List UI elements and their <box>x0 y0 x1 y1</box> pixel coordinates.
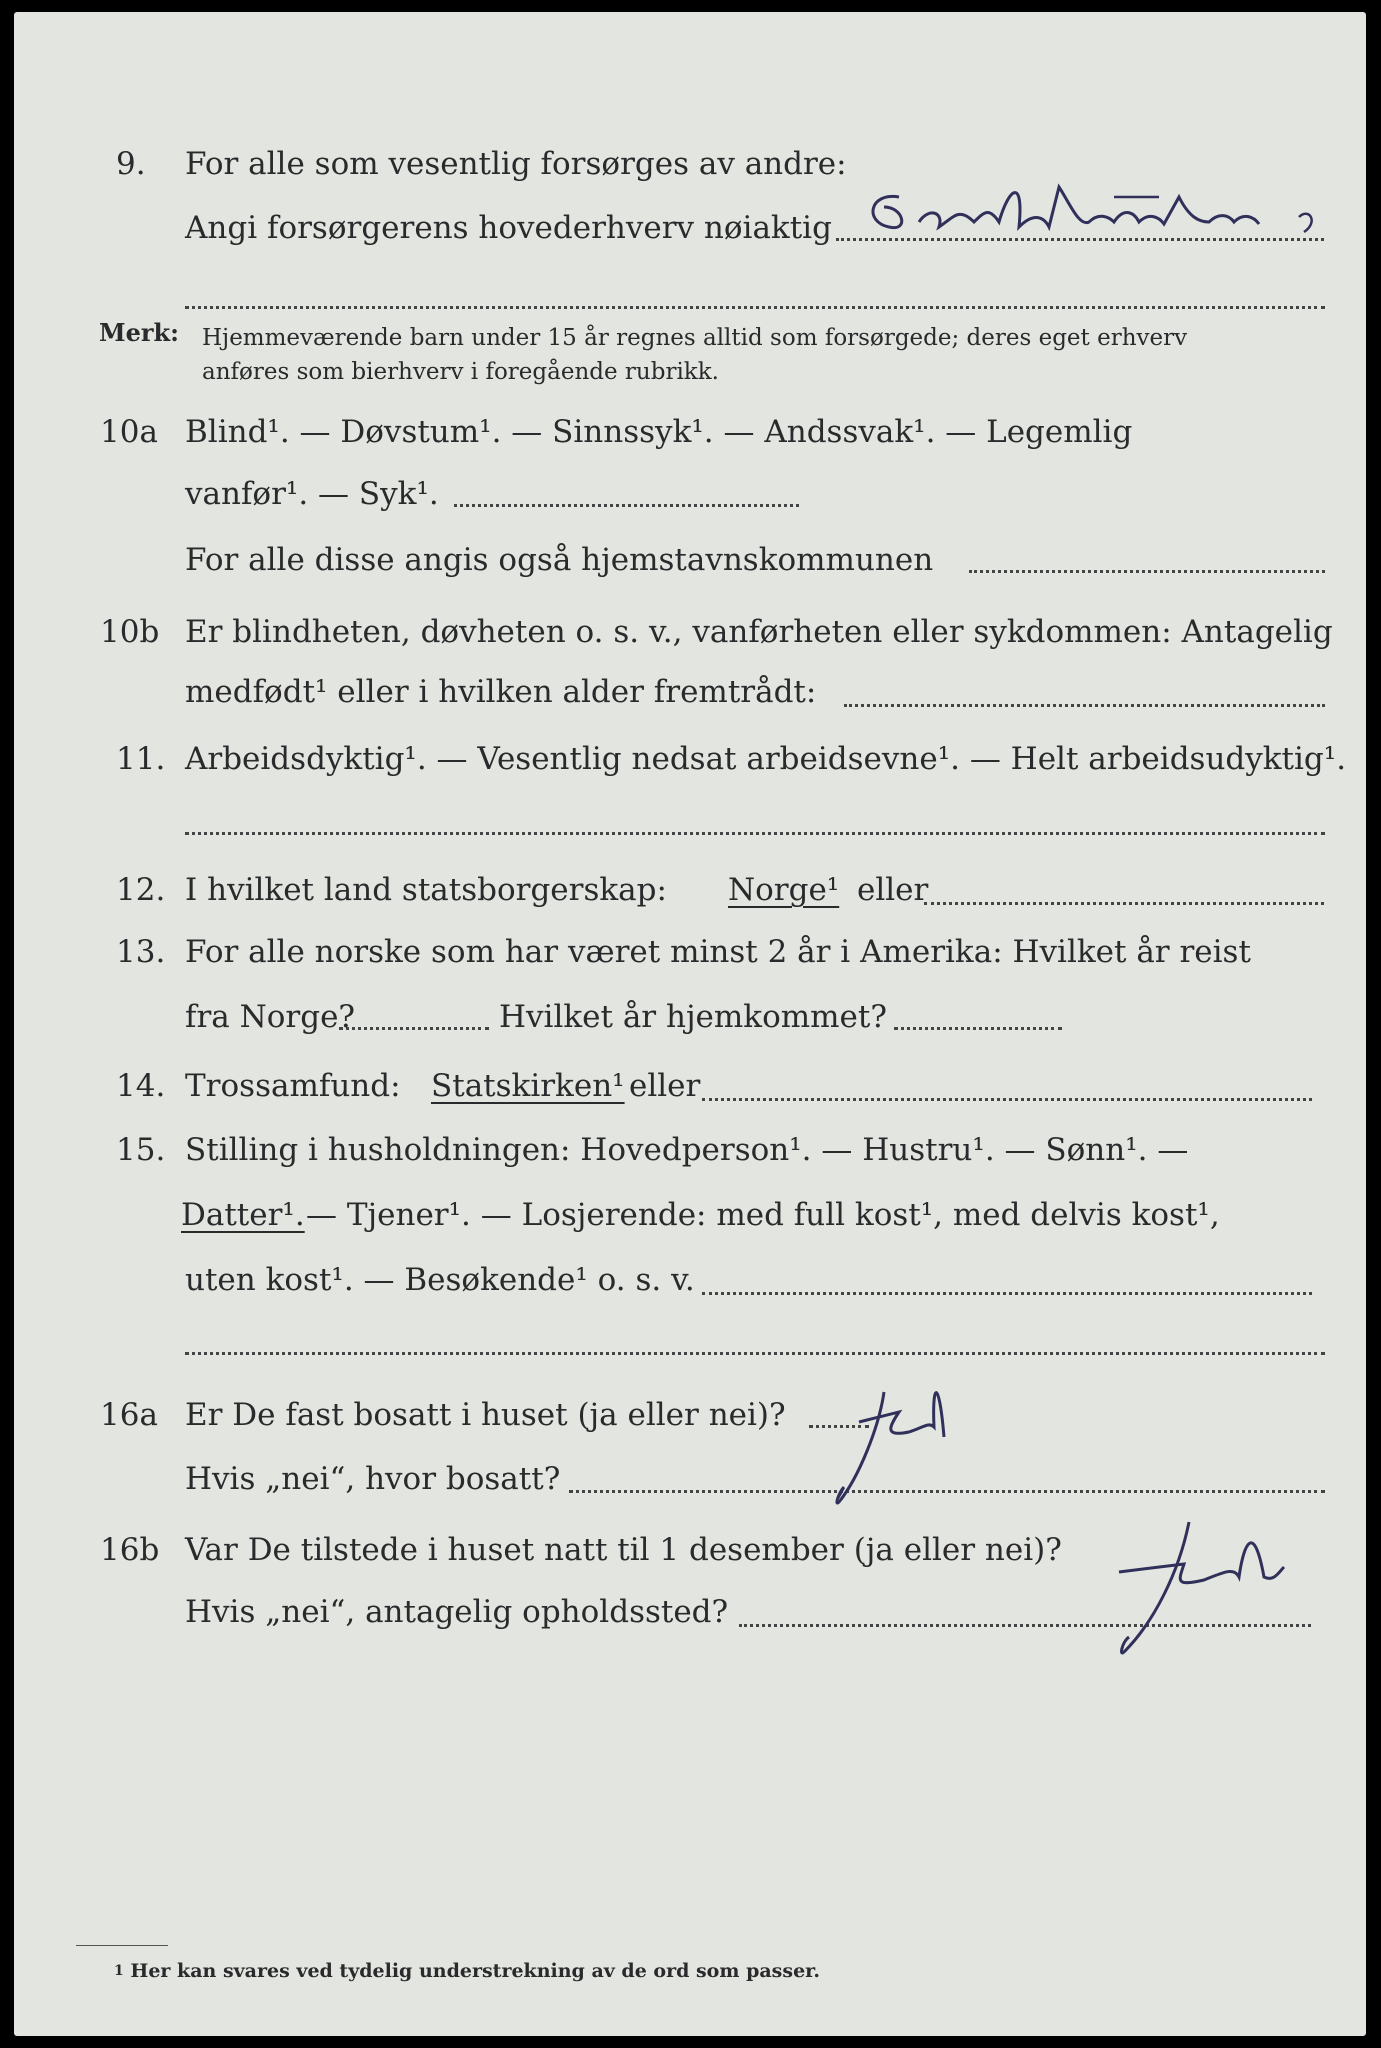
q13-line2a: fra Norge? <box>185 999 356 1035</box>
q12-dots <box>924 902 1324 905</box>
q15-dots1 <box>702 1292 1312 1295</box>
census-form-page <box>14 12 1366 2036</box>
q10a-line3: For alle disse angis også hjemstavnskommunen <box>185 542 934 578</box>
q15-line1: Stilling i husholdningen: Hovedperson¹. — Hustru¹. — Sønn¹. — <box>185 1132 1189 1168</box>
q11-number: 11. <box>116 741 166 777</box>
q15-number: 15. <box>116 1132 166 1168</box>
q10b-dots <box>844 704 1325 707</box>
q14-number: 14. <box>116 1068 166 1104</box>
q13-dots1 <box>339 1027 489 1030</box>
q15-line3: uten kost¹. — Besøkende¹ o. s. v. <box>185 1262 695 1298</box>
q16a-line1: Er De fast bosatt i huset (ja eller nei)? <box>185 1397 786 1433</box>
q9-number: 9. <box>116 146 146 182</box>
footnote-text: Her kan svares ved tydelig understrekning av de ord som passer. <box>130 1960 821 1982</box>
q15-dots2 <box>185 1352 1325 1355</box>
q11-dots <box>185 832 1325 835</box>
q13-line1: For alle norske som har været minst 2 år i Amerika: Hvilket år reist <box>185 934 1251 970</box>
q12-number: 12. <box>116 872 166 908</box>
q13-dots2 <box>894 1027 1062 1030</box>
q9-line1: For alle som vesentlig forsørges av andre: <box>185 146 847 182</box>
q10a-dots2 <box>969 570 1325 573</box>
q16a-handwritten-ja <box>814 1377 994 1517</box>
q11-line1: Arbeidsdyktig¹. — Vesentlig nedsat arbeidsevne¹. — Helt arbeidsudyktig¹. <box>185 741 1347 777</box>
q16a-line2: Hvis „nei“, hvor bosatt? <box>185 1461 561 1497</box>
q10a-line1: Blind¹. — Døvstum¹. — Sinnssyk¹. — Andssvak¹. — Legemlig <box>185 414 1133 450</box>
q16b-line1: Var De tilstede i huset natt til 1 desember (ja eller nei)? <box>185 1532 1062 1568</box>
merk-line1: Hjemmeværende barn under 15 år regnes alltid som forsørgede; deres eget erhverv <box>202 325 1188 351</box>
q10b-number: 10b <box>100 614 160 650</box>
q14-answer: Statskirken¹ <box>431 1068 625 1104</box>
q10b-line1: Er blindheten, døvheten o. s. v., vanførheten eller sykdommen: Antagelig <box>185 614 1333 650</box>
q10a-number: 10a <box>100 414 158 450</box>
q9-line2: Angi forsørgerens hovederhverv nøiaktig <box>185 210 832 246</box>
q16b-line2: Hvis „nei“, antagelig opholdssted? <box>185 1594 729 1630</box>
q15-answer-datter: Datter¹. <box>181 1197 305 1233</box>
q12-question: I hvilket land statsborgerskap: <box>185 872 667 908</box>
q16b-number: 16b <box>100 1532 160 1568</box>
merk-label: Merk: <box>99 318 179 347</box>
q16a-number: 16a <box>100 1397 158 1433</box>
q10a-dots1 <box>454 504 799 507</box>
merk-line2: anføres som bierhverv i foregående rubrikk. <box>202 359 719 385</box>
q9-handwritten-answer <box>859 167 1334 252</box>
q13-number: 13. <box>116 934 166 970</box>
q9-extra-dots <box>185 306 1325 309</box>
footnote <box>114 1958 820 1984</box>
q10b-line2: medfødt¹ eller i hvilken alder fremtrådt: <box>185 674 817 710</box>
q12-eller: eller <box>857 872 929 908</box>
q14-eller: eller <box>629 1068 701 1104</box>
q12-answer-norge: Norge¹ <box>728 872 840 908</box>
footnote-rule <box>76 1945 168 1946</box>
q16b-handwritten-ja <box>1094 1512 1304 1662</box>
q15-line2: — Tjener¹. — Losjerende: med full kost¹, med delvis kost¹, <box>306 1197 1220 1233</box>
q13-line2b: Hvilket år hjemkommet? <box>499 999 887 1035</box>
q10a-line2: vanfør¹. — Syk¹. <box>185 476 439 512</box>
footnote-marker: 1 <box>114 1963 124 1979</box>
q14-dots <box>702 1098 1312 1101</box>
q14-question: Trossamfund: <box>185 1068 401 1104</box>
